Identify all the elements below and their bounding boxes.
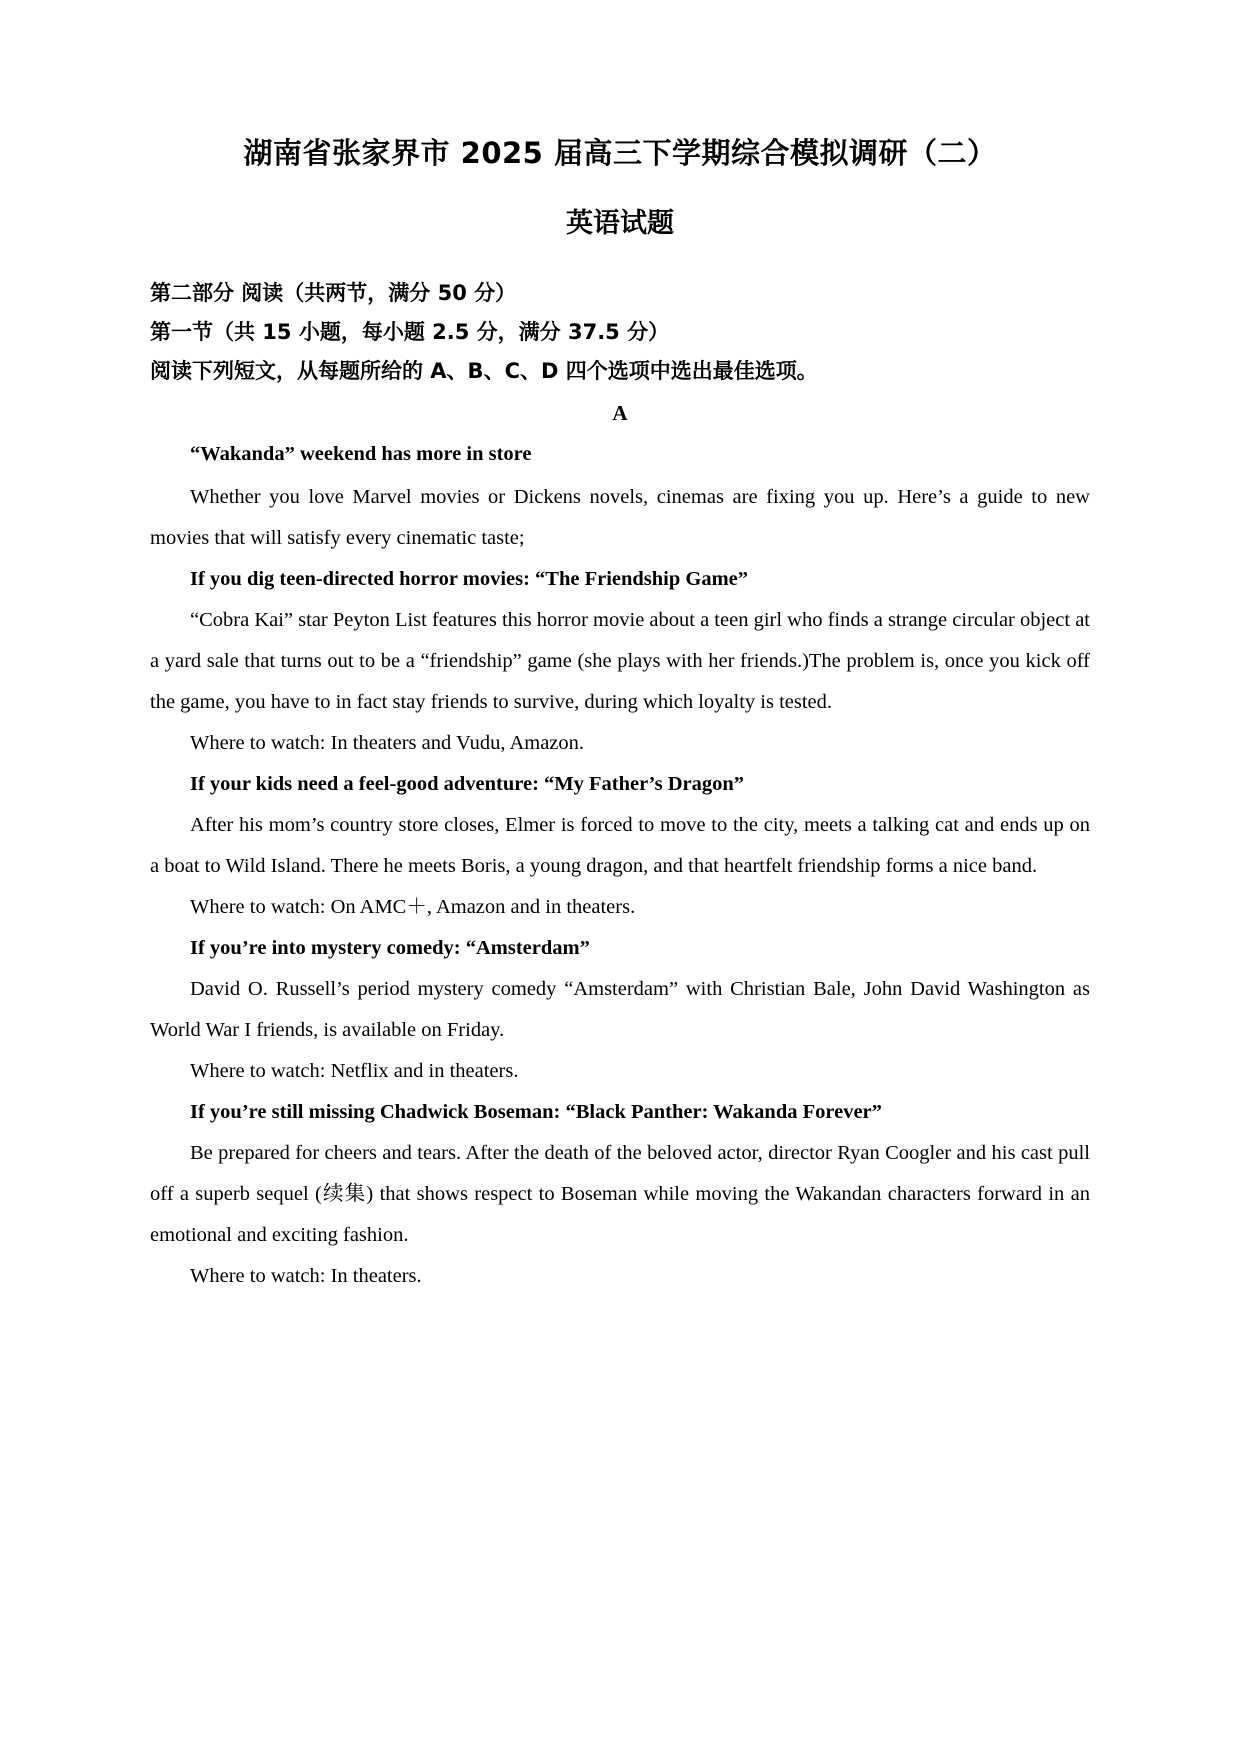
item-body: After his mom’s country store closes, Elmer is forced to move to the city, meets a talking cat and ends up on a boat to Wild Island. There he meets Boris, a young dragon, and that heartfelt friendship forms a nice band. xyxy=(150,813,1090,877)
item-where-to-watch: Where to watch: In theaters and Vudu, Amazon. xyxy=(190,731,585,754)
section-part-heading: 第二部分 阅读（共两节，满分 50 分） xyxy=(150,281,517,305)
item-heading: If you’re still missing Chadwick Boseman: “Black Panther: Wakanda Forever” xyxy=(190,1100,882,1123)
item-heading: If you dig teen-directed horror movies: “The Friendship Game” xyxy=(190,567,749,590)
page-subtitle: 英语试题 xyxy=(566,207,674,239)
item-where-to-watch: Where to watch: In theaters. xyxy=(190,1264,422,1287)
item-heading: If your kids need a feel-good adventure: “My Father’s Dragon” xyxy=(190,772,745,795)
item-body: David O. Russell’s period mystery comedy “Amsterdam” with Christian Bale, John David Washington as World War I friends, is available on Friday. xyxy=(150,977,1090,1041)
passage-title: “Wakanda” weekend has more in store xyxy=(190,442,532,465)
item-heading: If you’re into mystery comedy: “Amsterdam” xyxy=(190,936,590,959)
item-where-to-watch: Where to watch: Netflix and in theaters. xyxy=(190,1059,519,1082)
page-title: 湖南省张家界市 2025 届高三下学期综合模拟调研（二） xyxy=(243,136,997,170)
section-instruction: 阅读下列短文，从每题所给的 A、B、C、D 四个选项中选出最佳选项。 xyxy=(150,358,818,383)
item-body: Be prepared for cheers and tears. After the death of the beloved actor, director Ryan Coogler and his cast pull off a superb sequel (续集) that shows respect to Boseman while moving the Wakandan characters forward in an emotional and exciting fashion. xyxy=(150,1141,1090,1246)
passage-intro: Whether you love Marvel movies or Dickens novels, cinemas are fixing you up. Here’s a guide to new movies that will satisfy every cinematic taste; xyxy=(150,485,1090,549)
section-node-heading: 第一节（共 15 小题，每小题 2.5 分，满分 37.5 分） xyxy=(150,319,670,344)
passage-letter: A xyxy=(612,400,628,425)
item-where-to-watch: Where to watch: On AMC＋, Amazon and in theaters. xyxy=(190,895,636,918)
item-body: “Cobra Kai” star Peyton List features this horror movie about a teen girl who finds a strange circular object at a yard sale that turns out to be a “friendship” game (she plays with her friends.)The problem is, once you kick off the game, you have to in fact stay friends to survive, during which loyalty is tested. xyxy=(150,608,1090,713)
